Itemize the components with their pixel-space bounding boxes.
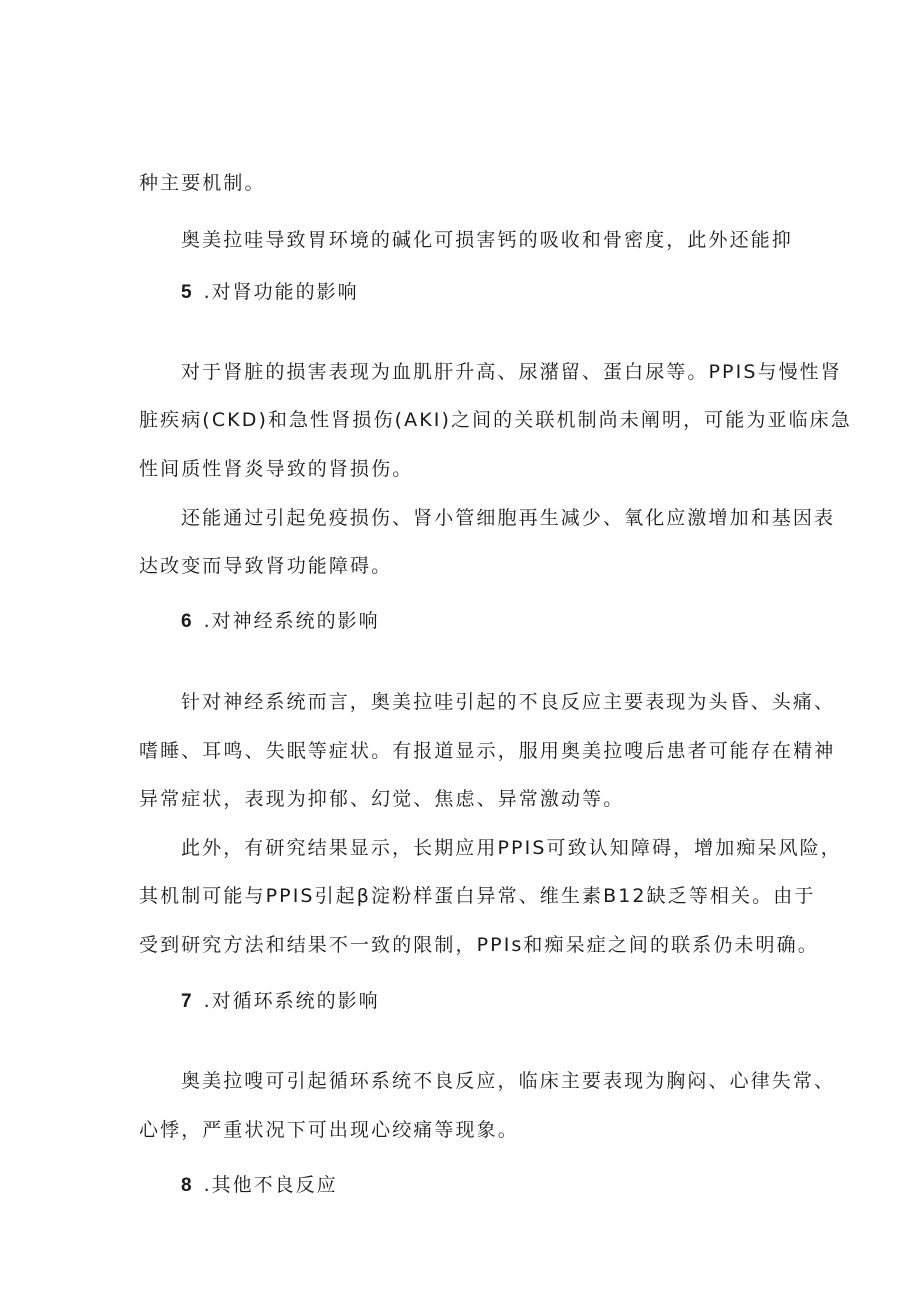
- paragraph-line: 针对神经系统而言，奥美拉哇引起的不良反应主要表现为头昏、头痛、: [181, 691, 836, 713]
- paragraph-line: 心悸，严重状况下可出现心绞痛等现象。: [139, 1119, 519, 1141]
- paragraph-line: 异常症状，表现为抑郁、幻觉、焦虑、异常激动等。: [139, 788, 625, 810]
- section-title: .其他不良反应: [203, 1174, 338, 1196]
- section-heading-7: [181, 989, 380, 1014]
- paragraph-line: 嗜睡、耳鸣、失眠等症状。有报道显示，服用奥美拉嗖后患者可能存在精神: [139, 740, 836, 762]
- section-heading-6: [181, 609, 380, 634]
- paragraph-line: 受到研究方法和结果不一致的限制，PPIs和痴呆症之间的联系仍未明确。: [139, 934, 819, 956]
- section-title: .对肾功能的影响: [203, 281, 359, 303]
- section-title: .对循环系统的影响: [203, 990, 380, 1012]
- paragraph-line: 还能通过引起免疫损伤、肾小管细胞再生减少、氧化应激增加和基因表: [181, 507, 836, 529]
- paragraph-line: 种主要机制。: [139, 172, 266, 194]
- section-number: 7: [181, 991, 194, 1012]
- paragraph-line: 对于肾脏的损害表现为血肌肝升高、尿潴留、蛋白尿等。PPIS与慢性肾: [181, 361, 842, 383]
- section-heading-5: [181, 280, 359, 305]
- paragraph-line: 奥美拉嗖可引起循环系统不良反应，临床主要表现为胸闷、心律失常、: [181, 1070, 836, 1092]
- paragraph-line: 此外，有研究结果显示，长期应用PPIS可致认知障碍，增加痴呆风险，: [181, 837, 842, 859]
- section-number: 6: [181, 611, 194, 632]
- paragraph-line: 性间质性肾炎导致的肾损伤。: [139, 458, 414, 480]
- section-number: 8: [181, 1175, 194, 1196]
- paragraph-line: 其机制可能与PPIS引起β淀粉样蛋白异常、维生素B12缺乏等相关。由于: [139, 885, 816, 907]
- section-title: .对神经系统的影响: [203, 610, 380, 632]
- section-heading-8: [181, 1173, 338, 1198]
- paragraph-line: 达改变而导致肾功能障碍。: [139, 555, 393, 577]
- paragraph-line: 奥美拉哇导致胃环境的碱化可损害钙的吸收和骨密度，此外还能抑: [181, 229, 793, 251]
- section-number: 5: [181, 282, 194, 303]
- paragraph-line: 脏疾病(CKD)和急性肾损伤(AKI)之间的关联机制尚未阐明，可能为亚临床急: [139, 409, 852, 431]
